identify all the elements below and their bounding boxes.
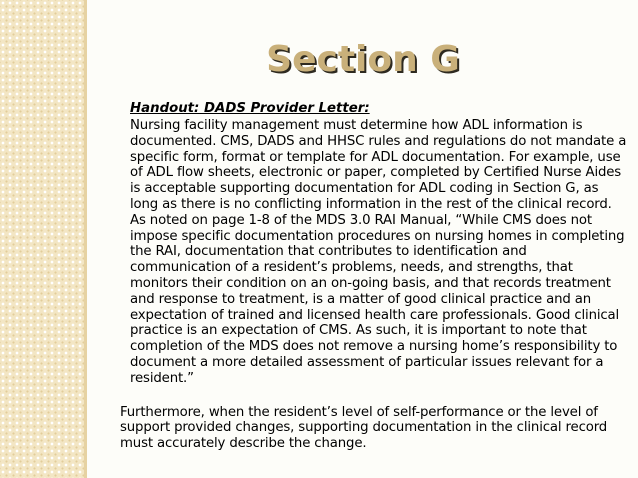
slide-body — [118, 101, 630, 452]
body-paragraph-2: Furthermore, when the resident’s level of self-performance or the level of support provided changes, supporting documentation in the clinical record must accurately describe the change. — [120, 404, 608, 452]
handout-heading: Handout: DADS Provider Letter: — [130, 101, 370, 116]
body-paragraph-1: Nursing facility management must determine how ADL information is documented. CMS, DADS and HHSC rules and regulations do not mandate a specific form, format or template for ADL documentation. For example, use of ADL flow sheets, electronic or paper, completed by Certified Nurse Aides is acceptable supporting documentation for ADL coding in Section G, as long as there is no conflicting information in the rest of the clinical record. As noted on page 1-8 of the MDS 3.0 RAI Manual, “While CMS does not impose specific documentation procedures on nursing homes in completing the RAI, documentation that contributes to identification and communication of a resident’s problems, needs, and strengths, that monitors their condition on an on-going basis, and that records treatment and response to treatment, is a matter of good clinical practice and an expectation of trained and licensed health care professionals. Good clinical practice is an expectation of CMS. As such, it is important to note that completion of the MDS does not remove a nursing home’s responsibility to document a more detailed assessment of particular issues relevant for a resident.” — [130, 118, 627, 386]
side-divider — [84, 0, 87, 478]
decorative-side-band — [0, 0, 84, 478]
slide-title: Section G — [266, 39, 460, 80]
